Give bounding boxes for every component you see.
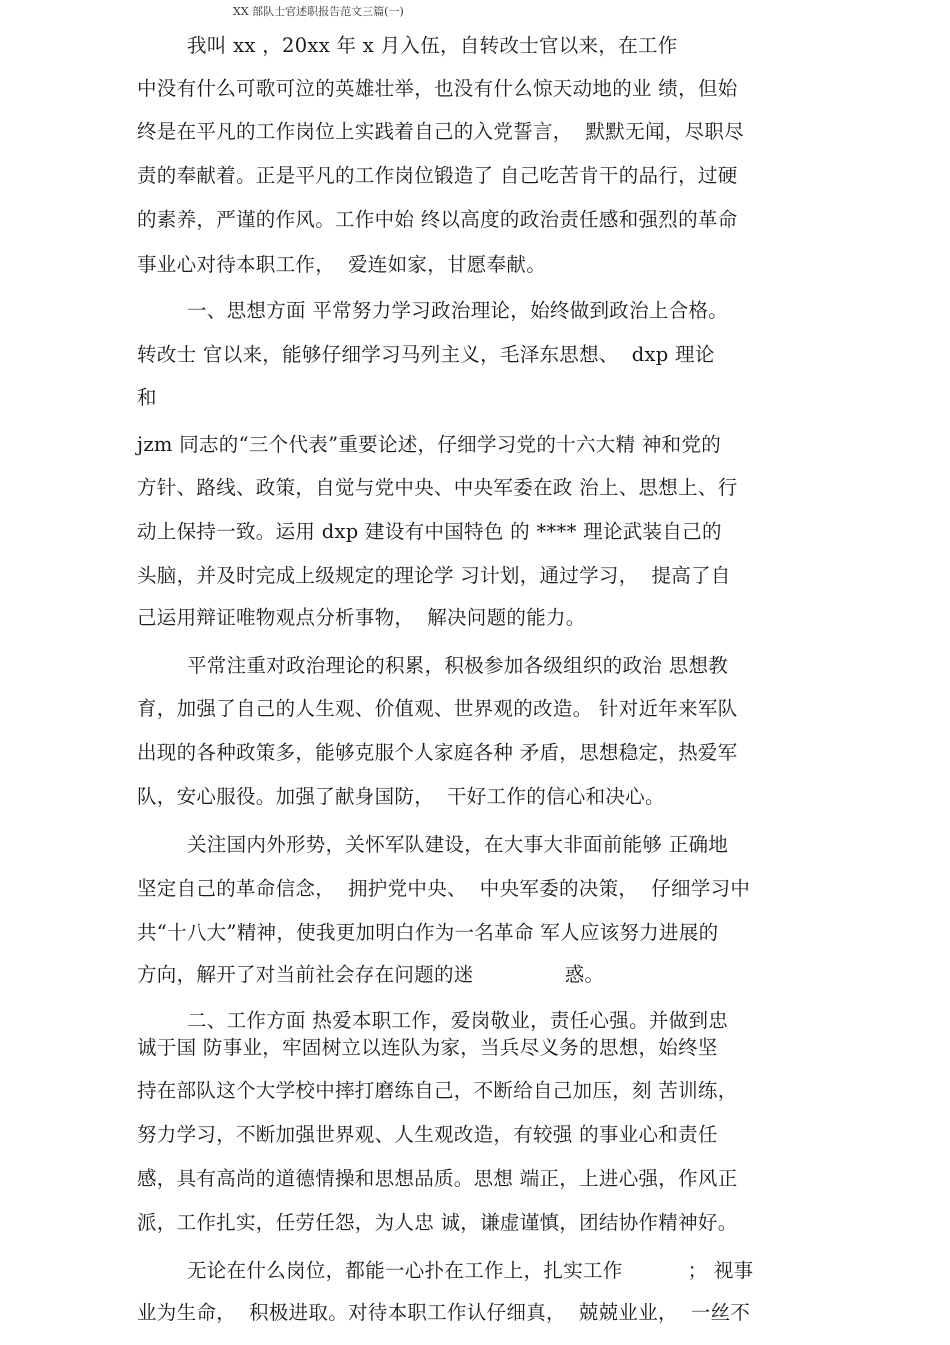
text-line: 持在部队这个大学校中摔打磨练自己，不断给自己加压，刻 苦训练，: [137, 1079, 738, 1102]
text-line: 感，具有高尚的道德情操和思想品质。思想 端正，上进心强，作风正: [137, 1167, 738, 1190]
text-line: 我叫 xx ，20xx 年 x 月入伍，自转改士官以来，在工作: [187, 34, 678, 57]
text-line: 队，安心服役。加强了献身国防， 干好工作的信心和决心。: [137, 785, 665, 808]
text-line: 转改士 官以来，能够仔细学习马列主义，毛泽东思想、 dxp 理论: [137, 343, 715, 366]
text-line: 无论在什么岗位，都能一心扑在工作上，扎实工作 ； 视事: [187, 1259, 754, 1282]
text-line: 平常注重对政治理论的积累，积极参加各级组织的政治 思想教: [187, 654, 729, 677]
text-line: jzm 同志的“三个代表”重要论述，仔细学习党的十六大精 神和党的: [137, 433, 722, 456]
text-line: 二、工作方面 热爱本职工作，爱岗敬业，责任心强。并做到忠: [187, 1009, 729, 1032]
text-line: 出现的各种政策多，能够克服个人家庭各种 矛盾，思想稳定，热爱军: [137, 741, 738, 764]
text-line: 头脑，并及时完成上级规定的理论学 习计划，通过学习， 提高了自: [137, 564, 731, 587]
text-line: 坚定自己的革命信念， 拥护党中央、 中央军委的决策， 仔细学习中: [137, 877, 751, 900]
text-line: 关注国内外形势，关怀军队建设，在大事大非面前能够 正确地: [187, 833, 729, 856]
text-line: 动上保持一致。运用 dxp 建设有中国特色 的 **** 理论武装自己的: [137, 520, 722, 543]
text-line: 诚于国 防事业，牢固树立以连队为家，当兵尽义务的思想，始终坚: [137, 1036, 718, 1059]
page-header: XX 部队士官述职报告范文三篇(一): [233, 5, 404, 18]
text-line: 方向，解开了对当前社会存在问题的迷 惑。: [137, 963, 605, 986]
text-line: 中没有什么可歌可泣的英雄壮举，也没有什么惊天动地的业 绩，但始: [137, 77, 738, 100]
text-line: 共“十八大”精神，使我更加明白作为一名革命 军人应该努力进展的: [137, 921, 719, 944]
text-line: 责的奉献着。正是平凡的工作岗位锻造了 自己吃苦肯干的品行，过硬: [137, 164, 738, 187]
text-line: 一、思想方面 平常努力学习政治理论，始终做到政治上合格。: [187, 299, 729, 322]
text-line: 派，工作扎实，任劳任怨，为人忠 诚，谦虚谨慎，团结协作精神好。: [137, 1211, 738, 1234]
text-line: 的素养，严谨的作风。工作中始 终以高度的政治责任感和强烈的革命: [137, 208, 738, 231]
text-line: 努力学习，不断加强世界观、人生观改造，有较强 的事业心和责任: [137, 1123, 718, 1146]
text-line: 方针、路线、政策，自觉与党中央、中央军委在政 治上、思想上、行: [137, 476, 738, 499]
text-line: 终是在平凡的工作岗位上实践着自己的入党誓言， 默默无闻，尽职尽: [137, 120, 744, 143]
text-line: 业为生命， 积极进取。对待本职工作认仔细真， 兢兢业业， 一丝不: [137, 1301, 751, 1324]
text-line: 事业心对待本职工作， 爱连如家，甘愿奉献。: [137, 253, 546, 276]
text-line: 育，加强了自己的人生观、价值观、世界观的改造。 针对近年来军队: [137, 697, 738, 720]
text-line: 和: [137, 386, 157, 409]
text-line: 己运用辩证唯物观点分析事物， 解决问题的能力。: [137, 606, 586, 629]
